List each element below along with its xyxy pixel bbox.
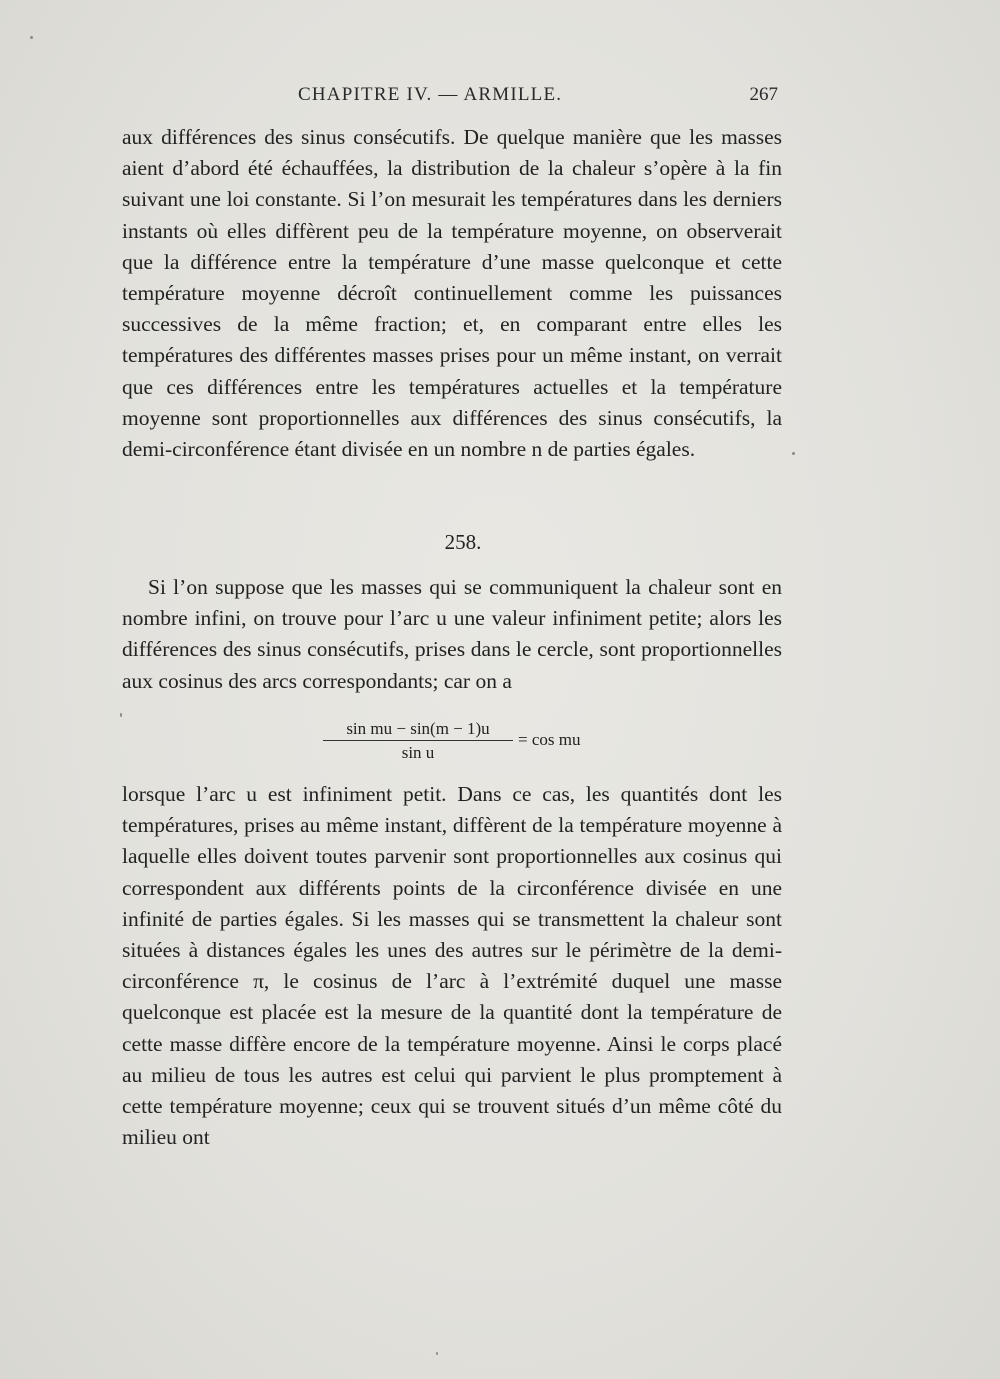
paragraph-1: aux différences des sinus consécutifs. De quelque manière que les masses aient d’abord été échauffées, la distribution de la chaleur s’opère à la fin suivant une loi constante. Si l’on mesurait les températures dans les derniers instants où elles diffèrent peu de la température moyenne, on observerait que la différence entre la température d’une masse quelconque et cette température moyenne décroît continuellement comme les puissances successives de la même fraction; et, en comparant entre elles les températures des différentes masses prises pour un même instant, on verrait que ces différences entre les températures actuelles et la température moyenne sont proportionnelles aux différences des sinus consécutifs, la demi-circonférence étant divisée en un nombre n de parties égales. [122,125,782,462]
equation-fraction [323,718,513,763]
paper-speck [30,36,33,39]
paper-speck [792,452,795,455]
paper-speck [120,713,122,717]
section-number: 258. [444,530,482,554]
page-number: 267 [749,84,778,105]
running-title: CHAPITRE IV. — ARMILLE. [298,84,563,105]
equation-right-side: = cos mu [518,730,581,749]
section-heading [0,530,1000,555]
paper-speck [436,1352,438,1355]
page-header [130,84,780,114]
equation-denominator: sin u [401,743,435,762]
fraction-bar [323,740,513,741]
paragraph-2: Si l’on suppose que les masses qui se communiquent la chaleur sont en nombre infini, on trouve pour l’arc u une valeur infiniment petite; alors les différences des sinus consécutifs, prises dans le cercle, sont proportionnelles aux cosinus des arcs correspondants; car on a [122,575,782,693]
paragraph-3: lorsque l’arc u est infiniment petit. Dans ce cas, les quantités dont les températures, prises au même instant, diffèrent de la température moyenne à laquelle elles doivent toutes parvenir sont proportionnelles aux cosinus qui correspondent aux différents points de la circonférence divisée en une infinité de parties égales. Si les masses qui se transmettent la chaleur sont situées à distances égales les unes des autres sur le périmètre de la demi-circonférence π, le cosinus de l’arc à l’extrémité duquel une masse quelconque est placée est la mesure de la quantité dont la température de cette masse diffère encore de la température moyenne. Ainsi le corps placé au milieu de tous les autres est celui qui parvient le plus promptement à cette température moyenne; ceux qui se trouvent situés d’un même côté du milieu ont [122,782,782,1150]
equation-numerator: sin mu − sin(m − 1)u [346,719,490,738]
